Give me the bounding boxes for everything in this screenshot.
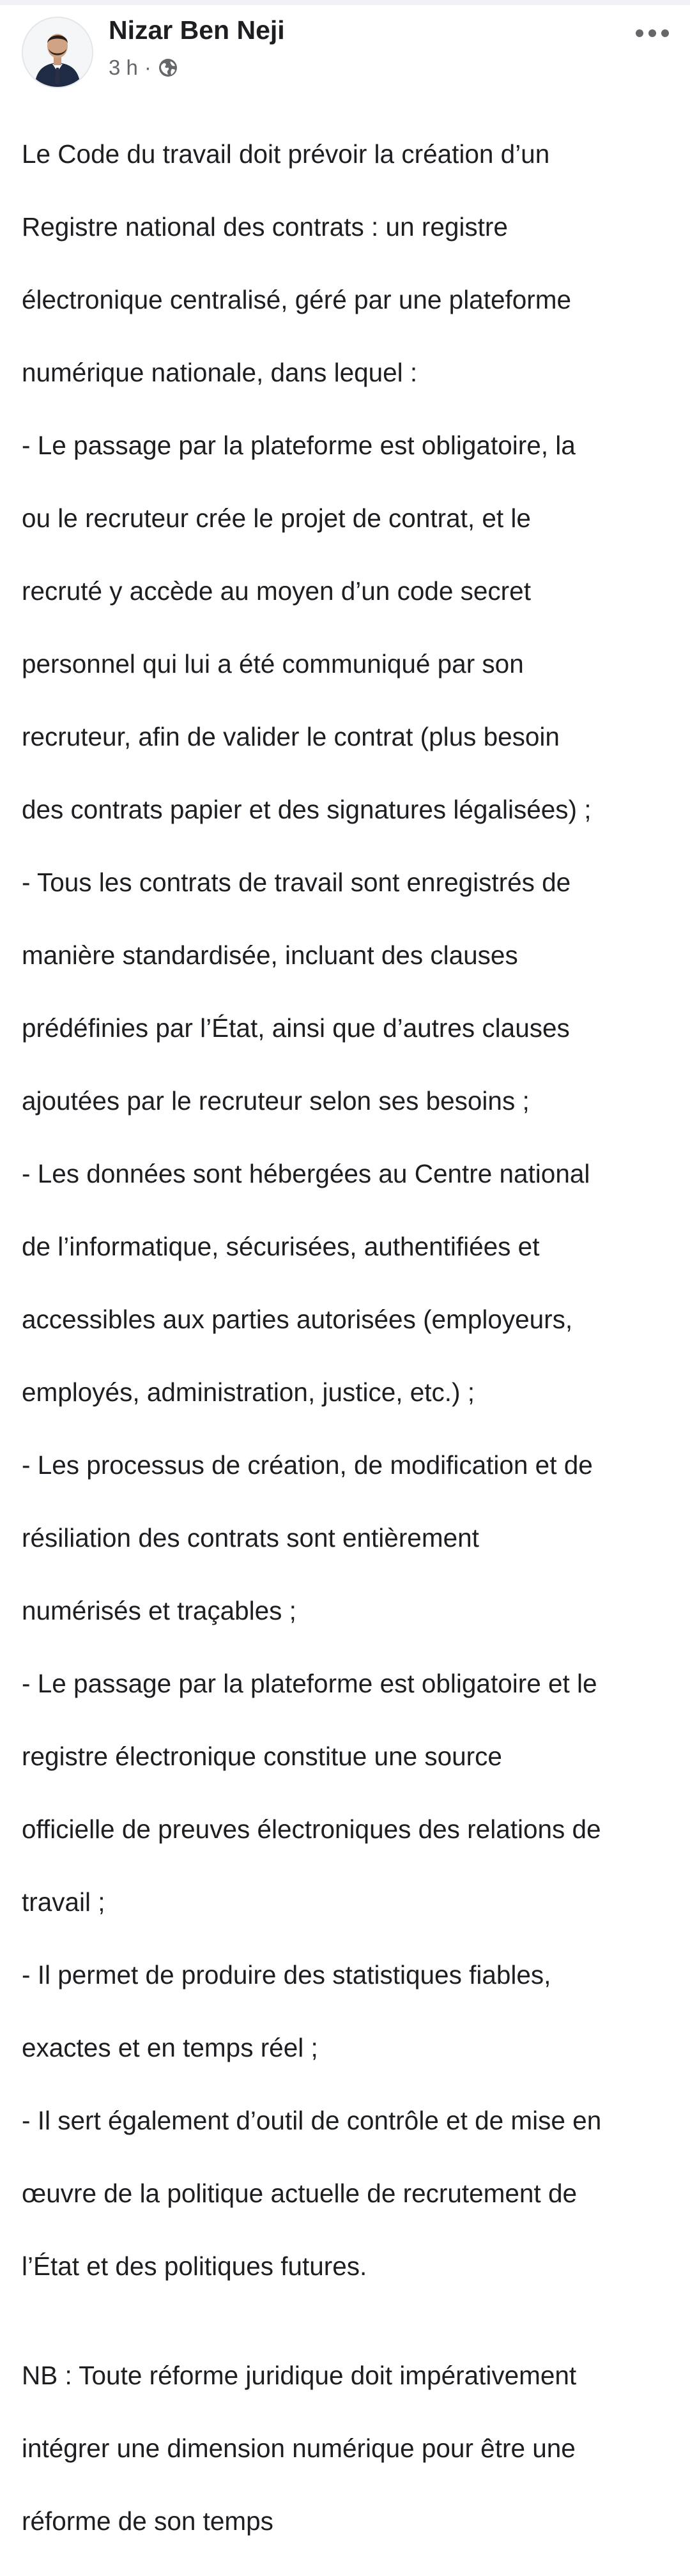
post-line: recruté y accède au moyen d’un code secret — [22, 576, 531, 606]
post-line: registre électronique constitue une source — [22, 1742, 502, 1771]
post-line: - Les données sont hébergées au Centre national — [22, 1159, 590, 1188]
avatar[interactable] — [22, 17, 93, 88]
more-options-icon[interactable] — [630, 20, 675, 46]
post-line: numérique nationale, dans lequel : — [22, 358, 418, 387]
post-line: accessibles aux parties autorisées (employeurs, — [22, 1305, 573, 1334]
post-line: ajoutées par le recruteur selon ses besoins ; — [22, 1086, 530, 1116]
post-line: travail ; — [22, 1887, 105, 1917]
more-dot — [648, 29, 656, 37]
post-line: personnel qui lui a été communiqué par son — [22, 649, 524, 678]
post-line: employés, administration, justice, etc.) ; — [22, 1377, 475, 1407]
post-line: - Le passage par la plateforme est obligatoire, la — [22, 431, 576, 460]
post-line: Registre national des contrats : un registre — [22, 212, 508, 241]
more-dot — [661, 29, 669, 37]
post-line: prédéfinies par l’État, ainsi que d’autres clauses — [22, 1013, 570, 1043]
post-time[interactable]: 3 h — [109, 56, 138, 79]
post-line: - Il sert également d’outil de contrôle et de mise en — [22, 2106, 602, 2135]
post-line: électronique centralisé, géré par une plateforme — [22, 285, 572, 314]
post-line: résiliation des contrats sont entièrement — [22, 1523, 479, 1552]
post-text — [22, 100, 680, 2576]
nb-line: réforme de son temps — [22, 2506, 273, 2536]
nb-line: intégrer une dimension numérique pour être une — [22, 2434, 576, 2463]
post-line: - Tous les contrats de travail sont enregistrés de — [22, 868, 571, 897]
post-line: des contrats papier et des signatures légalisées) ; — [22, 795, 592, 824]
globe-icon[interactable] — [158, 57, 178, 78]
post-line: l’État et des politiques futures. — [22, 2251, 367, 2281]
post-meta — [109, 55, 178, 80]
post-line: exactes et en temps réel ; — [22, 2033, 318, 2062]
post-header — [0, 5, 690, 95]
post-line: - Les processus de création, de modification et de — [22, 1450, 593, 1480]
more-dot — [636, 29, 643, 37]
post-line: - Le passage par la plateforme est obligatoire et le — [22, 1669, 597, 1698]
post-line: numérisés et traçables ; — [22, 1596, 296, 1625]
nb-line: NB : Toute réforme juridique doit impérativement — [22, 2361, 577, 2390]
post-line: recruteur, afin de valider le contrat (plus besoin — [22, 722, 560, 751]
post-line: manière standardisée, incluant des clauses — [22, 940, 518, 970]
post-line: - Il permet de produire des statistiques fiables, — [22, 1960, 551, 1989]
post-line: ou le recruteur crée le projet de contrat, et le — [22, 503, 531, 533]
post-line: œuvre de la politique actuelle de recrutement de — [22, 2179, 577, 2208]
meta-separator: · — [144, 56, 151, 79]
post-line: officielle de preuves électroniques des relations de — [22, 1814, 601, 1844]
author-name[interactable]: Nizar Ben Neji — [109, 15, 285, 45]
post-line: de l’informatique, sécurisées, authentifiées et — [22, 1232, 540, 1261]
post-line: Le Code du travail doit prévoir la création d’un — [22, 139, 550, 169]
avatar-photo — [23, 18, 92, 87]
feed-divider — [0, 0, 690, 5]
